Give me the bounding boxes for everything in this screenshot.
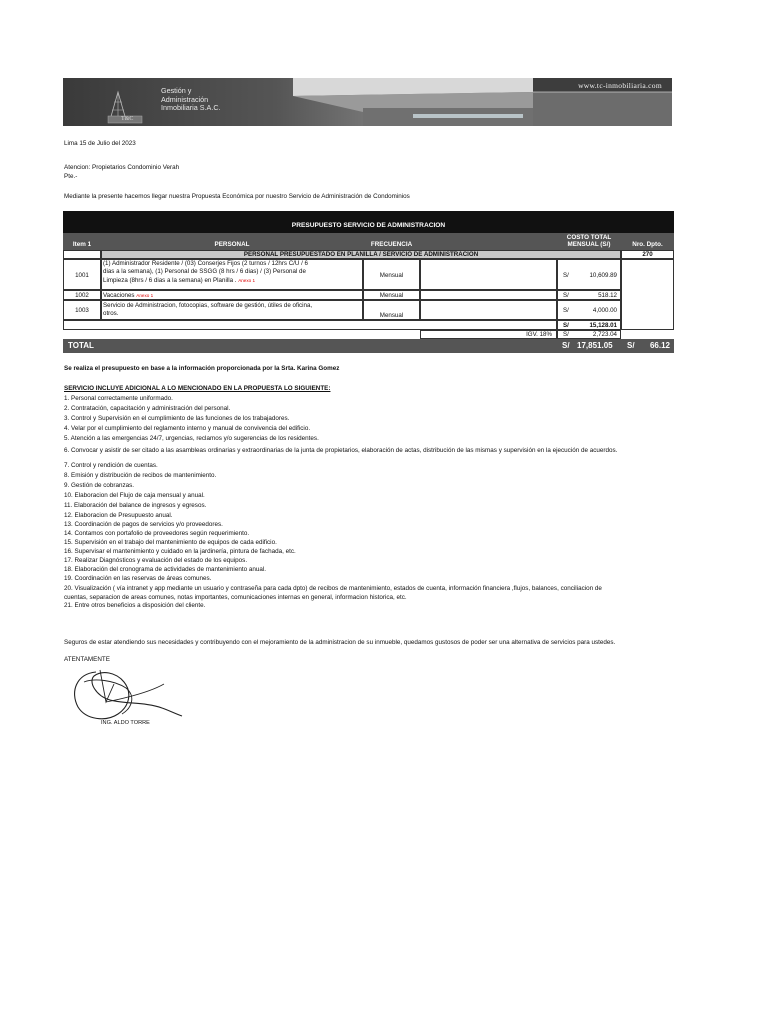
row-description (101, 290, 363, 300)
service-item: 16. Supervisar el mantenimiento y cuidado en la jardinería, pintura de fachada, etc. (64, 548, 296, 555)
service-item: 21. Entre otros beneficios a disposición del cliente. (64, 602, 206, 609)
row-amount: 10,609.89 (589, 272, 617, 279)
service-item: 7. Control y rendición de cuentas. (64, 462, 158, 469)
row-description-text: Limpieza (8hrs / 6 dias a la semana) en Planilla . (103, 276, 237, 284)
letter-present: Pte.- (64, 173, 78, 180)
service-item: 11. Elaboración del balance de ingresos y egresos. (64, 502, 207, 509)
total-label: TOTAL (68, 341, 94, 350)
letter-attention: Atencion: Propietarios Condominio Verah (64, 164, 180, 171)
service-item: 8. Emisión y distribución de recibos de mantenimiento. (64, 472, 217, 479)
row-item: 1002 (63, 290, 101, 300)
service-item: cuentas, separacion de areas comunes, notas importantes, comunicaciones internas en general, informacion historica, etc. (64, 594, 407, 601)
currency-symbol: S/ (563, 272, 569, 279)
row-item: 1003 (63, 300, 101, 320)
service-item: 17. Realizar Diagnósticos y evaluación del estado de los equipos. (64, 557, 248, 564)
igv-label: IGV. 18% (420, 330, 557, 339)
header-costo (557, 233, 621, 250)
service-item: 15. Supervisión en el trabajo del mantenimiento de equipos de cada edificio. (64, 539, 277, 546)
currency-symbol: S/ (627, 341, 635, 350)
signature-image (66, 662, 186, 728)
letter-date: Lima 15 de Julio del 2023 (64, 140, 136, 147)
service-item: 12. Elaboracion de Presupuesto anual. (64, 512, 173, 519)
row-cost (557, 290, 621, 300)
row-description-line (103, 277, 362, 285)
table-title: PRESUPUESTO SERVICIO DE ADMINISTRACION (63, 211, 674, 233)
row-description (101, 300, 363, 320)
igv-cell (557, 330, 621, 339)
header-personal: PERSONAL (101, 233, 363, 250)
company-name (161, 87, 221, 113)
row-frecuencia: Mensual (363, 259, 420, 290)
row-frecuencia: Mensual (363, 300, 420, 320)
service-item: 3. Control y Supervisión en el cumplimiento de las funciones de los trabajadores. (64, 415, 290, 422)
section-label: PERSONAL PRESUPUESTADO EN PLANILLA / SERVICIO DE ADMINISTRACION (101, 250, 621, 259)
header-costo-line: COSTO TOTAL (566, 234, 612, 241)
subtotal-amount: 15,128.01 (589, 322, 617, 329)
services-title: SERVICIO INCLUYE ADICIONAL A LO MENCIONADO EN LA PROPUESTA LO SIGUIENTE: (64, 385, 331, 392)
company-name-line: Administración (161, 94, 209, 104)
budget-note: Se realiza el presupuesto en base a la información proporcionada por la Srta. Karina Gomez (64, 365, 340, 372)
service-item: 5. Atención a las emergencias 24/7, urgencias, reclamos y/o sugerencias de los residentes. (64, 435, 319, 442)
subtotal-cell (557, 320, 621, 330)
total-amount: 17,851.05 (577, 341, 613, 350)
row-cost (557, 259, 621, 290)
total-per-unit: 66.12 (649, 341, 670, 350)
service-item: 13. Coordinación de pagos de servicios y/o proveedores. (64, 521, 223, 528)
row-amount: 518.12 (598, 292, 617, 299)
currency-symbol: S/ (563, 307, 569, 314)
annex-link[interactable]: Anexo 1 (238, 277, 256, 283)
service-item: 20. Visualización ( vía intranet y app mediante un usuario y contraseña para cada dpto) de recibos de mantenimiento, estados de cuenta, información financiera ,flujos, balances, conciliacion de (64, 585, 602, 592)
section-blank-cell (63, 250, 101, 259)
service-item: 10. Elaboracion del Flujo de caja mensual y anual. (64, 492, 205, 499)
header-item: Item 1 (63, 233, 101, 250)
annex-link[interactable]: Anexo 1 (136, 293, 154, 298)
row-blank (420, 290, 557, 300)
service-item: 2. Contratación, capacitación y administración del personal. (64, 405, 231, 412)
row-description-line: (1) Administrador Residente / (03) Conserjes Fijos (2 turnos / 12hrs C/U / 6 (103, 260, 308, 267)
company-name-line: Inmobiliaria S.A.C. (161, 103, 221, 113)
website-link[interactable]: www.tc-inmobiliaria.com (578, 81, 662, 90)
header-nro-dpto: Nro. Dpto. (621, 233, 674, 250)
row-description-line: otros. (103, 310, 119, 318)
row-description-text: Vacaciones (103, 292, 135, 299)
total-row (63, 339, 674, 353)
currency-symbol: S/ (563, 292, 569, 299)
header-blank (420, 233, 557, 250)
subtotal-blank (63, 320, 557, 330)
service-item: 6. Convocar y asistir de ser citado a las asambleas ordinarias y extraordinarias de la junta de propietarios, elaboración de actas, distribución de las mismas y supervisión en la ejecución de acuerdos. (64, 447, 618, 454)
nro-dpto-column (621, 259, 674, 330)
currency-symbol: S/ (563, 322, 569, 329)
row-frecuencia: Mensual (363, 290, 420, 300)
service-item: 14. Contamos con portafolio de proveedores según requerimiento. (64, 530, 250, 537)
nro-dpto-value: 270 (621, 250, 674, 259)
row-description (101, 259, 363, 290)
row-item: 1001 (63, 259, 101, 290)
currency-symbol: S/ (562, 341, 570, 350)
sign-off: ATENTAMENTE (64, 656, 110, 663)
igv-amount: 2,723.04 (592, 331, 617, 338)
closing-paragraph: Seguros de estar atendiendo sus necesidades y contribuyendo con el mejoramiento de la administracion de su inmueble, quedamos gustosos de poder ser una alternativa de servicios para ustedes. (64, 639, 616, 646)
logo-text: T&C (121, 116, 134, 122)
header-frecuencia: FRECUENCIA (363, 233, 420, 250)
row-description-line: Servicio de Administracion, fotocopias, software de gestión, útiles de oficina, (103, 302, 313, 309)
service-item: 19. Coordinación en las reservas de áreas comunes. (64, 575, 212, 582)
service-item: 1. Personal correctamente uniformado. (64, 395, 173, 402)
row-description-line: dias a la semana), (1) Personal de SSGG (8 hrs / 6 dias) / (3) Personal de (103, 268, 306, 276)
company-name-line: Gestión y (161, 86, 192, 95)
service-item: 4. Velar por el cumplimiento del reglamento interno y manual de convivencia del edificio. (64, 425, 311, 432)
row-amount: 4,000.00 (592, 307, 617, 314)
letter-intro: Mediante la presente hacemos llegar nuestra Propuesta Económica por nuestro Servicio de Administración de Condominios (64, 193, 410, 200)
row-cost (557, 300, 621, 320)
row-blank (420, 259, 557, 290)
row-blank (420, 300, 557, 320)
header-banner (63, 78, 672, 126)
service-item: 18. Elaboración del cronograma de actividades de mantenimiento anual. (64, 566, 266, 573)
service-item: 9. Gestión de cobranzas. (64, 482, 135, 489)
header-costo-line: MENSUAL (S/) (567, 241, 611, 248)
currency-symbol: S/ (563, 331, 569, 338)
signer-name: ING. ALDO TORRE (101, 720, 150, 726)
